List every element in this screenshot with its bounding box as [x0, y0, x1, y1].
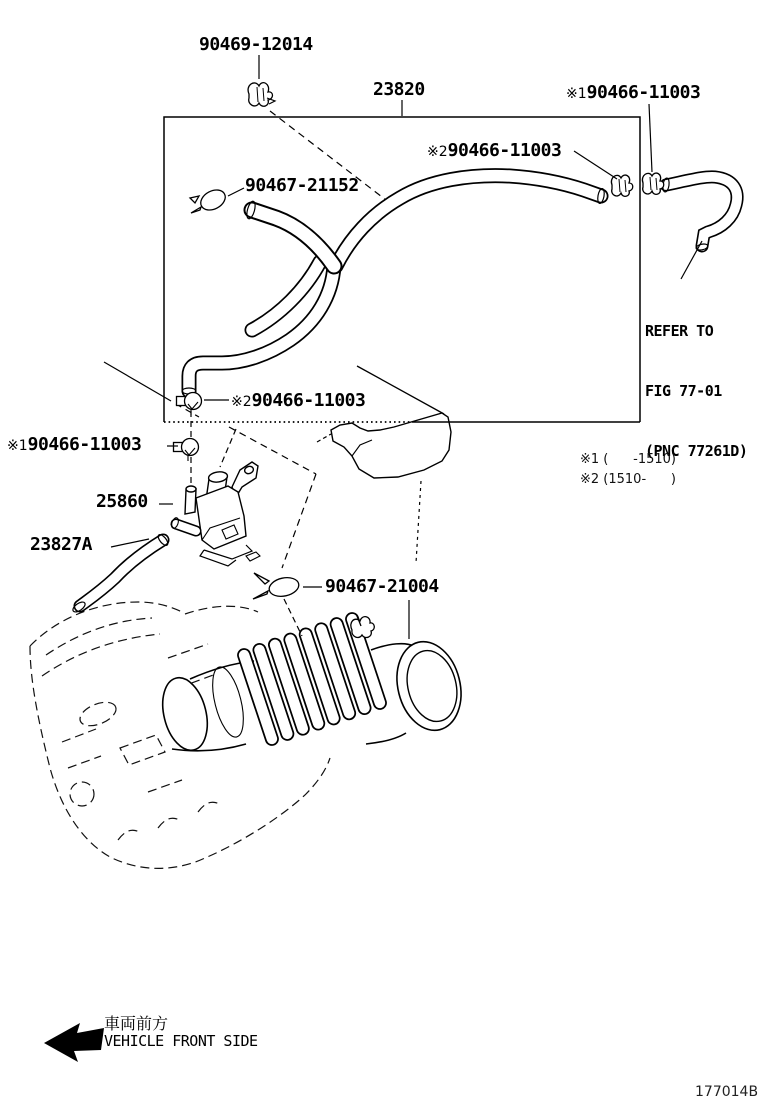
note-mark-2b: ※2 [231, 394, 252, 410]
note-mark-1: ※1 [566, 86, 587, 102]
outlet-hose [662, 177, 737, 251]
refer-line-3: (PNC 77261D) [645, 442, 748, 460]
label-90469-12014: 90469-12014 [199, 34, 313, 55]
leader-lines [111, 55, 702, 639]
label-23820: 23820 [373, 79, 425, 100]
refer-note [645, 281, 747, 481]
refer-line-1: REFER TO [645, 322, 714, 340]
vehicle-front-label-en: VEHICLE FRONT SIDE [104, 1032, 258, 1050]
vsv-valve [170, 462, 260, 566]
note-mark-2: ※2 [427, 144, 448, 160]
main-hose-assembly [182, 176, 605, 394]
refer-line-2: FIG 77-01 [645, 382, 722, 400]
label-25860: 25860 [96, 491, 148, 512]
label-90467-21004: 90467-21004 [325, 576, 439, 597]
front-direction-arrow [44, 1023, 104, 1062]
hose-clamp-icon-1-top [642, 173, 663, 194]
clamp-icon-21152 [190, 186, 229, 214]
label-90466-11003-1-bottom: ※190466-11003 [7, 434, 142, 455]
hose-clamp-icon-2-top [611, 175, 632, 196]
label-90466-11003-2-top: ※290466-11003 [427, 140, 562, 161]
label-90466-11003-2-bottom: ※290466-11003 [231, 390, 366, 411]
drawing-code: 177014B [695, 1084, 759, 1100]
applicability-note-2: ※2 (1510- ) [580, 472, 677, 487]
tube-clamp-icon-90469 [248, 83, 275, 107]
air-cleaner-hose [156, 616, 470, 755]
label-90466-11003-1-top: ※190466-11003 [566, 82, 701, 103]
vehicle-front-label-jp: 車両前方 [104, 1014, 169, 1033]
assembly-box [164, 117, 640, 422]
hose-clamp-icon-1-bottom [174, 439, 199, 462]
label-90467-21152: 90467-21152 [245, 175, 359, 196]
applicability-note-1: ※1 ( -1510) [580, 452, 677, 467]
note-mark-1b: ※1 [7, 438, 28, 454]
clip-icon-21004 [253, 573, 301, 599]
label-23827a: 23827A [30, 534, 93, 555]
hose-band-clamp-icon [351, 616, 374, 638]
